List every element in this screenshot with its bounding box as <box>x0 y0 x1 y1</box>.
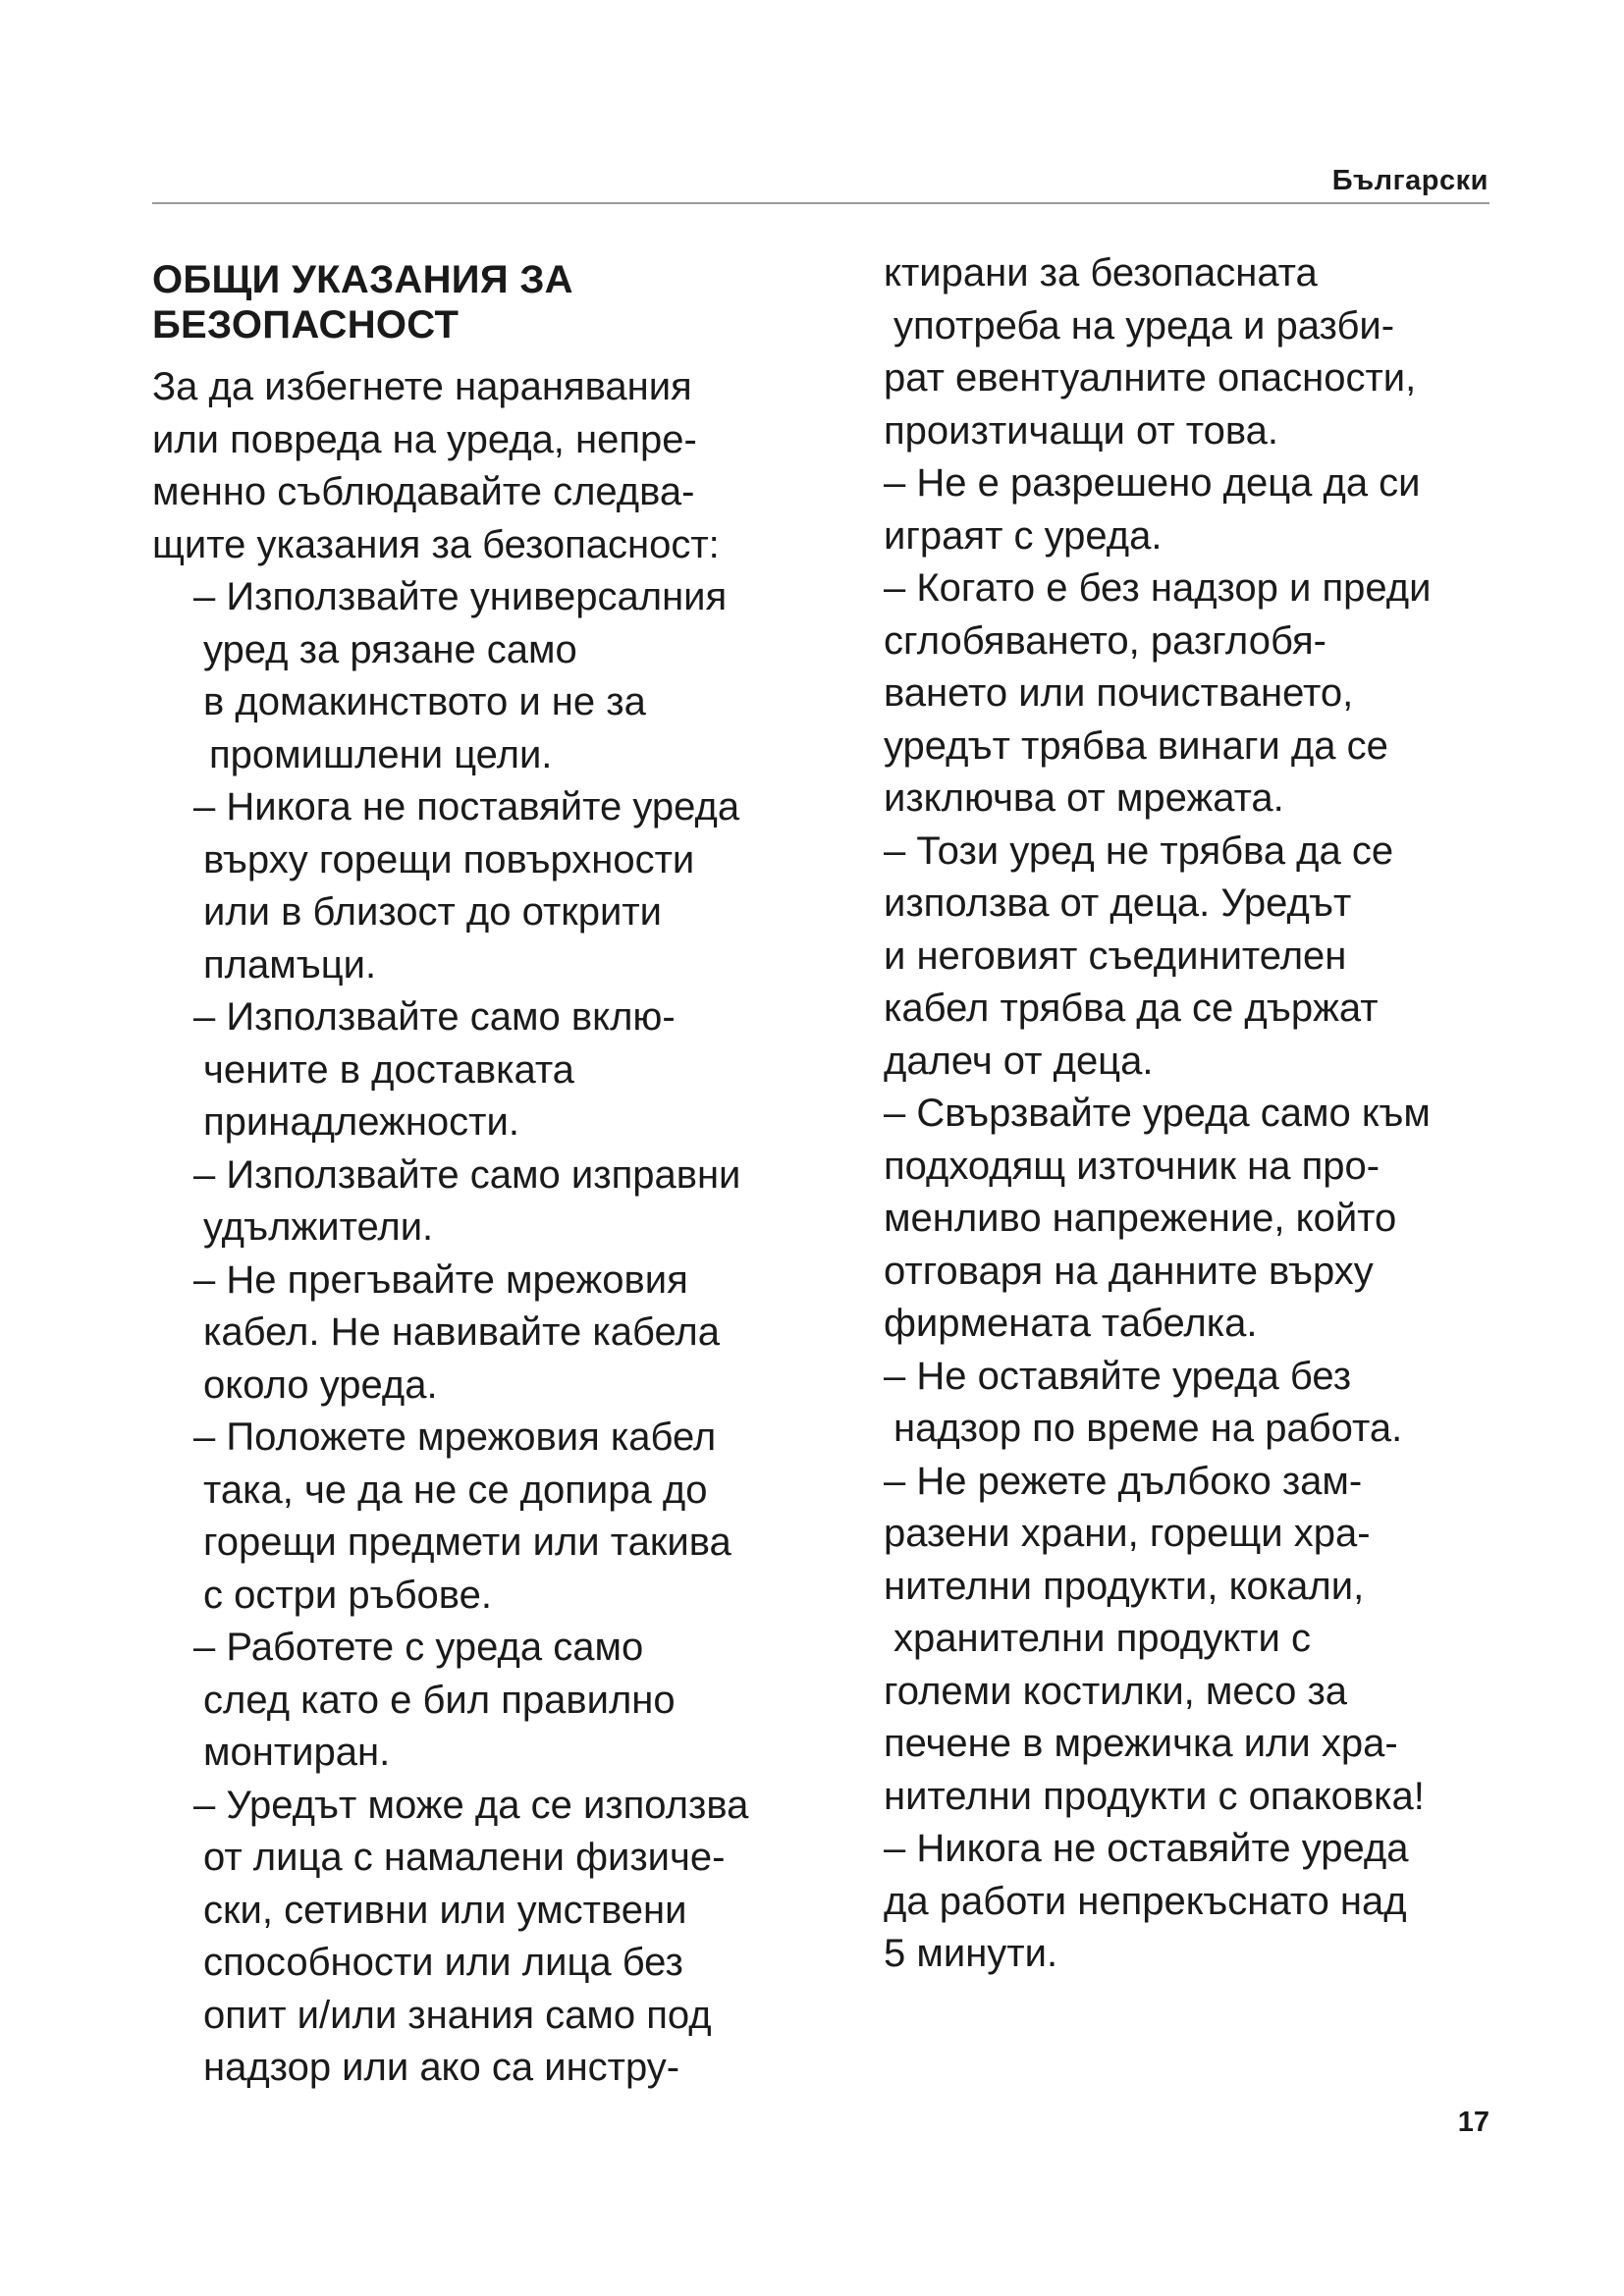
safety-item-line: – Свързвайте уреда само към <box>884 1092 1431 1135</box>
left-column <box>152 247 839 2095</box>
safety-item-line: след като е бил правилно <box>203 1678 676 1722</box>
header-language: Български <box>1331 165 1489 196</box>
safety-item-line: около уреда. <box>203 1362 438 1407</box>
safety-item-line: кабел. Не навивайте кабела <box>203 1310 720 1354</box>
safety-item-line: употреба на уреда и разби- <box>893 303 1395 347</box>
safety-item-line: опит и/или знания само под <box>203 1993 712 2037</box>
safety-item-line: хранителни продукти с <box>893 1617 1311 1660</box>
safety-item-line: и неговият съединителен <box>884 934 1347 978</box>
safety-item-line: печене в мрежичка или хра- <box>884 1722 1398 1765</box>
safety-item-line: – Използвайте само изправни <box>193 1152 741 1197</box>
safety-item-line: така, че да не се допира до <box>203 1468 708 1512</box>
safety-item-line: принадлежности. <box>203 1100 519 1144</box>
safety-item-line: рат евентуалните опасности, <box>884 356 1417 400</box>
safety-item-line: с остри ръбове. <box>203 1573 492 1617</box>
safety-item-line: сглобяването, разглобя- <box>884 618 1326 663</box>
safety-item-line: – Когато е без надзор и преди <box>884 566 1432 610</box>
intro-line: За да избегнете наранявания <box>152 365 692 408</box>
safety-item-line: отговаря на данните върху <box>884 1249 1374 1293</box>
safety-item-line: или в близост до открити <box>203 890 663 934</box>
safety-item-line: – Положете мрежовия кабел <box>193 1415 717 1459</box>
safety-item-line: – Не прегъвайте мрежовия <box>193 1257 688 1302</box>
safety-item-line: играят с уреда. <box>884 513 1163 558</box>
safety-item-line: разени храни, горещи хра- <box>884 1512 1371 1555</box>
safety-item-line: от лица с намалени физиче- <box>203 1836 726 1879</box>
safety-item-line: 5 минути. <box>884 1932 1058 1975</box>
safety-list-left <box>152 571 839 2095</box>
safety-item-line: промишлени цели. <box>209 732 553 776</box>
safety-item-line: чените в доставката <box>203 1047 574 1092</box>
safety-item-line: – Използвайте само вклю- <box>193 995 676 1039</box>
safety-item-line: монтиран. <box>203 1731 391 1774</box>
page-number: 17 <box>1457 2107 1489 2138</box>
safety-item-line: използва от деца. Уредът <box>884 881 1352 925</box>
safety-item-line: да работи непрекъснато над <box>884 1879 1407 1923</box>
safety-item-line: нителни продукти с опаковка! <box>884 1774 1425 1818</box>
safety-item-line: фирмената табелка. <box>884 1302 1258 1345</box>
safety-item-line: големи костилки, месо за <box>884 1669 1348 1713</box>
intro-paragraph <box>152 361 839 571</box>
safety-item-line: в домакинството и не за <box>203 680 646 723</box>
safety-item-line: подходящ източник на про- <box>884 1144 1380 1188</box>
safety-item-line: менливо напрежение, който <box>884 1197 1397 1240</box>
section-title-line: ОБЩИ УКАЗАНИЯ ЗА <box>152 258 573 301</box>
safety-item-line: ването или почистването, <box>884 671 1354 715</box>
safety-item-line: надзор или ако са инстру- <box>203 2046 680 2089</box>
safety-item-line: далеч от деца. <box>884 1039 1154 1083</box>
safety-item-line: пламъци. <box>203 942 377 987</box>
intro-line: щите указания за безопасност: <box>152 522 720 566</box>
safety-item-line: горещи предмети или такива <box>203 1521 731 1564</box>
right-column <box>884 247 1512 1981</box>
safety-item-line: – Не е разрешено деца да си <box>884 461 1421 505</box>
intro-line: менно съблюдавайте следва- <box>152 470 695 513</box>
safety-item-line: – Уредът може да се използва <box>193 1783 749 1827</box>
safety-item-line: произтичащи от това. <box>884 408 1279 453</box>
safety-item-line: – Използвайте универсалния <box>193 575 728 618</box>
header-divider <box>152 202 1489 204</box>
safety-item-line: кабел трябва да се държат <box>884 987 1379 1030</box>
safety-item-line: – Не режете дълбоко зам- <box>884 1459 1363 1503</box>
safety-item-line: уред за рязане само <box>203 627 577 671</box>
safety-item-line: ктирани за безопасната <box>884 251 1318 294</box>
safety-item-line: – Никога не оставяйте уреда <box>884 1827 1409 1870</box>
section-title-line: БЕЗОПАСНОСТ <box>152 303 460 347</box>
safety-item-line: нителни продукти, кокали, <box>884 1564 1365 1608</box>
safety-item-line: изключва от мрежата. <box>884 776 1284 820</box>
intro-line: или повреда на уреда, непре- <box>152 417 697 461</box>
safety-item-line: уредът трябва винаги да се <box>884 723 1388 768</box>
safety-item-line: надзор по време на работа. <box>893 1407 1403 1450</box>
safety-item-line: – Не оставяйте уреда без <box>884 1354 1352 1398</box>
safety-item-line: – Този уред не трябва да се <box>884 828 1394 873</box>
section-title <box>152 257 839 347</box>
safety-item-line: ски, сетивни или умствени <box>203 1888 687 1932</box>
safety-item-line: способности или лица без <box>203 1941 683 1984</box>
safety-item-line: върху горещи повърхности <box>203 837 695 881</box>
safety-item-line: удължители. <box>203 1205 434 1249</box>
safety-item-line: – Работете с уреда само <box>193 1626 644 1669</box>
safety-item-line: – Никога не поставяйте уреда <box>193 785 740 828</box>
